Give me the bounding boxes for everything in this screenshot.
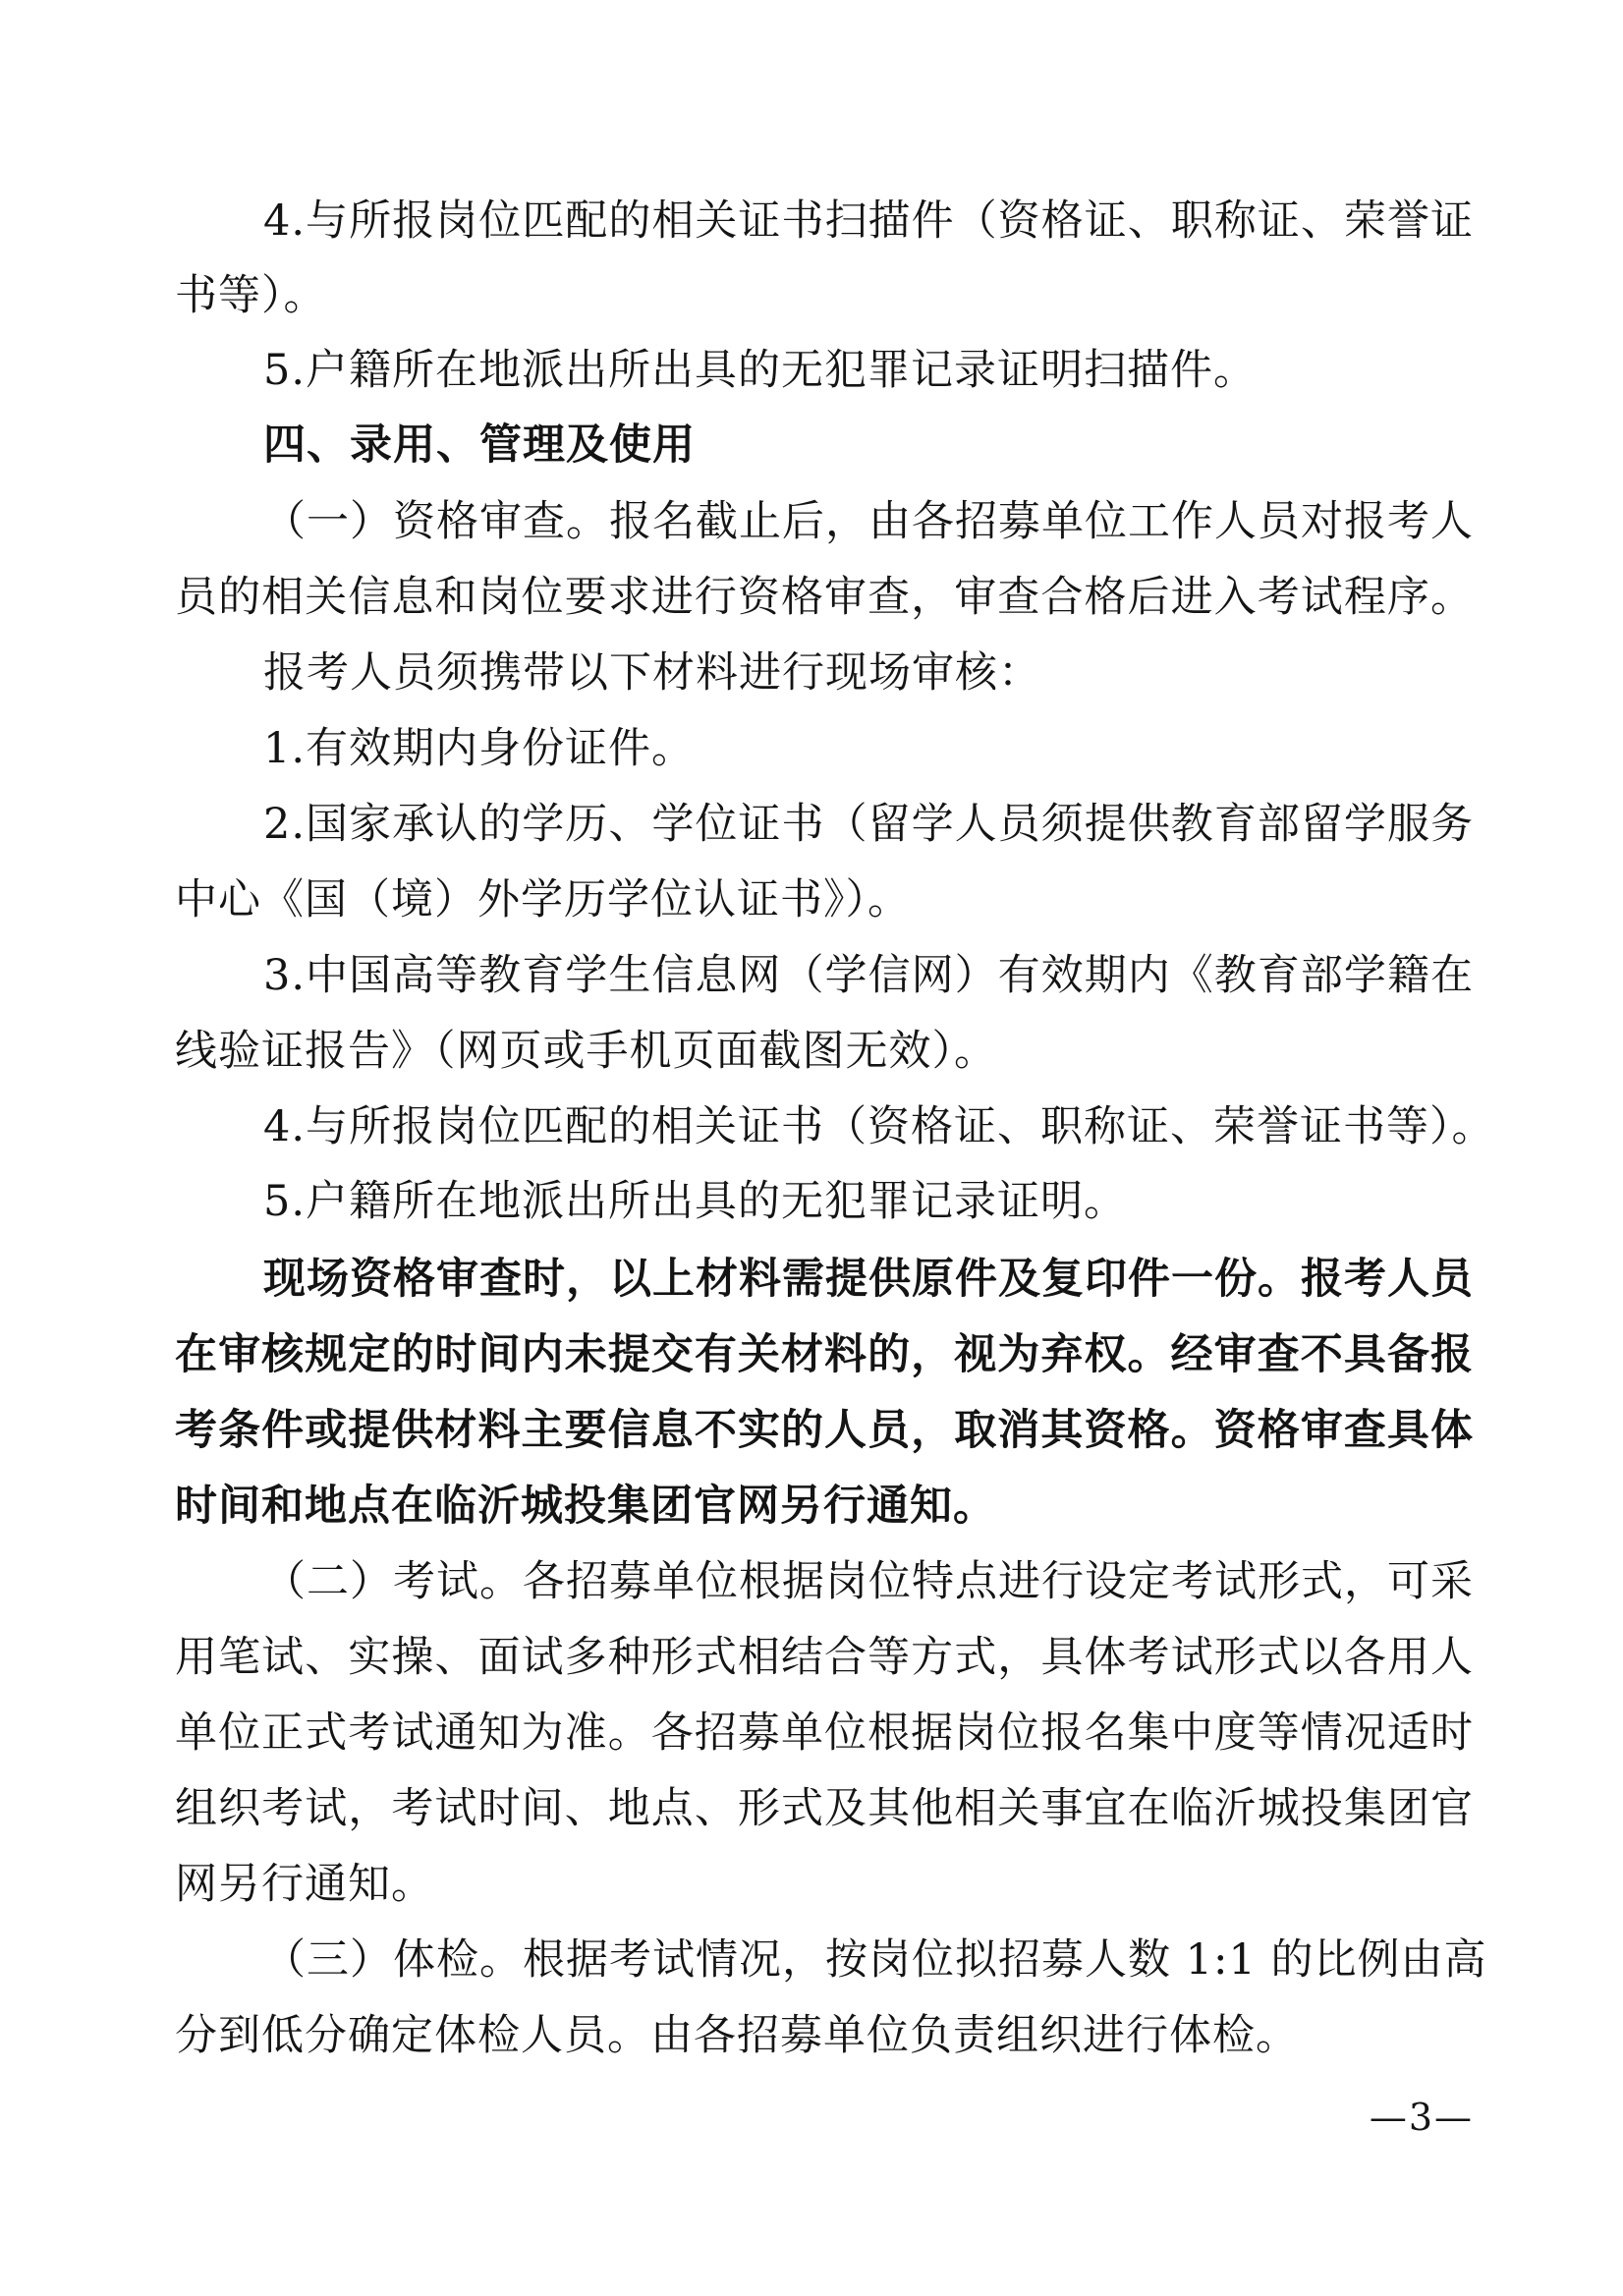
bold-text-line: 在审核规定的时间内未提交有关材料的，视为弃权。经审查不具备报	[175, 1330, 1474, 1379]
text-line: 5.户籍所在地派出所出具的无犯罪记录证明扫描件。	[263, 346, 1258, 395]
text-line: 5.户籍所在地派出所出具的无犯罪记录证明。	[263, 1177, 1128, 1226]
text-line: 中心《国（境）外学历学位认证书》）。	[175, 875, 911, 924]
text-line: （二）考试。各招募单位根据岗位特点进行设定考试形式，可采	[263, 1557, 1474, 1606]
text-line: 3.中国高等教育学生信息网（学信网）有效期内《教育部学籍在	[263, 951, 1474, 1000]
text-line: 单位正式考试通知为准。各招募单位根据岗位报名集中度等情况适时	[175, 1708, 1474, 1758]
bold-text-line: 现场资格审查时，以上材料需提供原件及复印件一份。报考人员	[263, 1255, 1474, 1304]
text-line: （一）资格审查。报名截止后，由各招募单位工作人员对报考人	[263, 497, 1474, 546]
text-line: 4.与所报岗位匹配的相关证书扫描件（资格证、职称证、荣誉证	[263, 196, 1474, 246]
text-line: 员的相关信息和岗位要求进行资格审查，审查合格后进入考试程序。	[175, 573, 1474, 622]
text-line: 书等）。	[175, 271, 327, 320]
text-line: 用笔试、实操、面试多种形式相结合等方式，具体考试形式以各用人	[175, 1633, 1474, 1682]
text-line: 1.有效期内身份证件。	[263, 724, 696, 773]
text-line: 报考人员须携带以下材料进行现场审核：	[263, 648, 1041, 698]
bold-text-line: 时间和地点在临沂城投集团官网另行通知。	[175, 1482, 996, 1531]
text-line: 网另行通知。	[175, 1860, 434, 1909]
section-heading: 四、录用、管理及使用	[263, 420, 696, 470]
text-line: 线验证报告》（网页或手机页面截图无效）。	[175, 1027, 997, 1076]
text-line: （三）体检。根据考试情况，按岗位拟招募人数 1:1 的比例由高	[263, 1935, 1487, 1985]
page-number: —3—	[1369, 2096, 1474, 2139]
text-line: 2.国家承认的学历、学位证书（留学人员须提供教育部留学服务	[263, 800, 1474, 849]
bold-text-line: 考条件或提供材料主要信息不实的人员，取消其资格。资格审查具体	[175, 1406, 1474, 1455]
text-line: 4.与所报岗位匹配的相关证书（资格证、职称证、荣誉证书等）。	[263, 1102, 1495, 1151]
text-line: 组织考试，考试时间、地点、形式及其他相关事宜在临沂城投集团官	[175, 1784, 1474, 1833]
text-line: 分到低分确定体检人员。由各招募单位负责组织进行体检。	[175, 2011, 1299, 2060]
